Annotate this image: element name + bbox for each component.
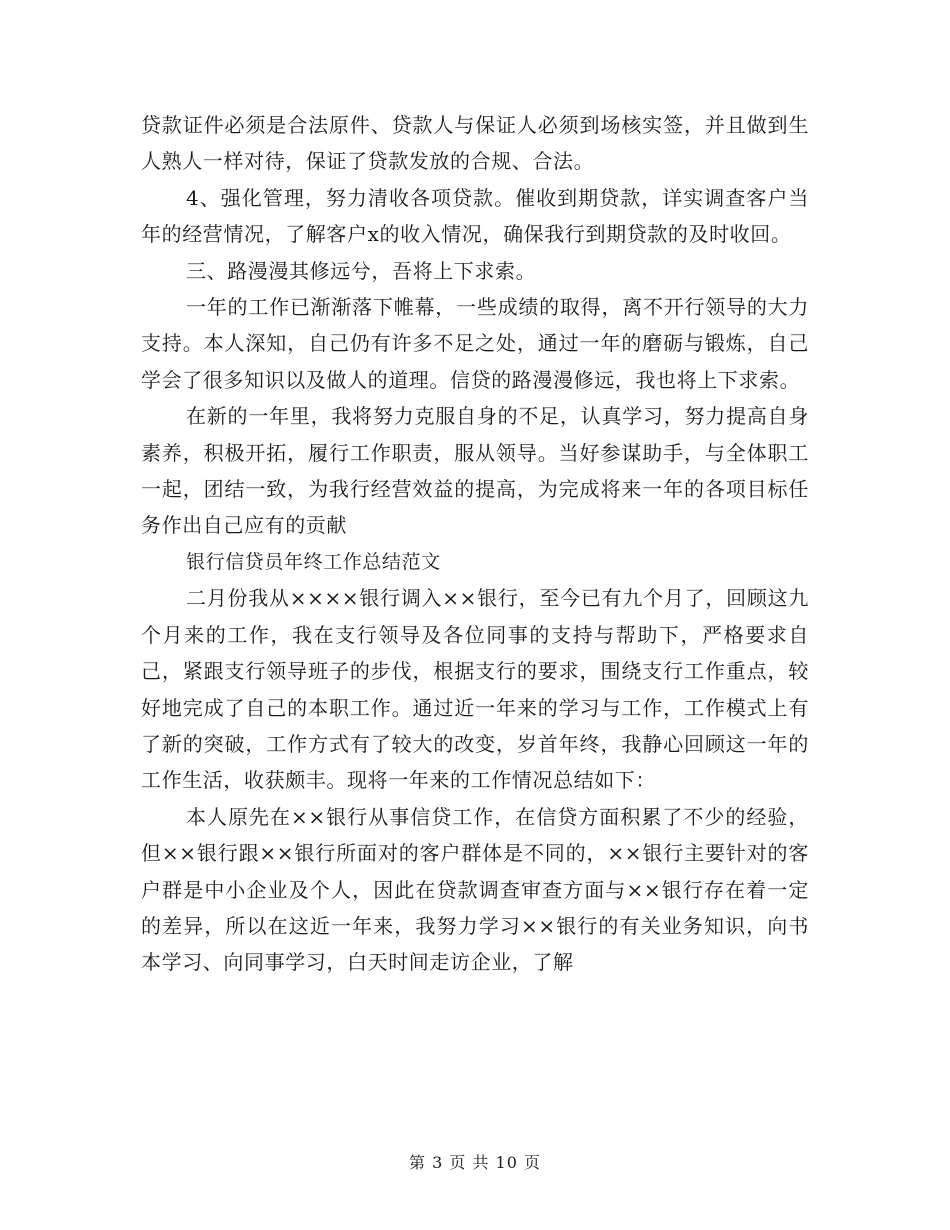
paragraph-item-4: 4、强化管理，努力清收各项贷款。催收到期贷款，详实调查客户当年的经营情况，了解客户x的收入情况，确保我行到期贷款的及时收回。 — [141, 185, 809, 247]
page-number-footer: 第 3 页 共 10 页 — [409, 1153, 541, 1172]
paragraph-background: 本人原先在××银行从事信贷工作，在信贷方面积累了不少的经验，但××银行跟××银行所面对的客户群体是不同的，××银行主要针对的客户群是中小企业及个人，因此在贷款调查审查方面与××银行存在着一定的差异，所以在这近一年来，我努力学习××银行的有关业务知识，向书本学习、向同事学习，白天时间走访企业，了解 — [141, 804, 809, 975]
paragraph-year-summary: 一年的工作已渐渐落下帷幕，一些成绩的取得，离不开行领导的大力支持。本人深知，自己仍有许多不足之处，通过一年的磨砺与锻炼，自己学会了很多知识以及做人的道理。信贷的路漫漫修远，我也将上下求索。 — [141, 295, 809, 392]
section-heading-3: 三、路漫漫其修远兮，吾将上下求索。 — [186, 258, 537, 283]
document-body — [141, 107, 809, 981]
paragraph-continuation: 贷款证件必须是合法原件、贷款人与保证人必须到场核实签，并且做到生人熟人一样对待，保证了贷款发放的合规、合法。 — [141, 113, 809, 174]
paragraph-intro: 二月份我从××××银行调入××银行，至今已有九个月了，回顾这九个月来的工作，我在支行领导及各位同事的支持与帮助下，严格要求自己，紧跟支行领导班子的步伐，根据支行的要求，围绕支行工作重点，较好地完成了自己的本职工作。通过近一年来的学习与工作，工作模式上有了新的突破，工作方式有了较大的改变，岁首年终，我静心回顾这一年的工作生活，收获颇丰。现将一年来的工作情况总结如下： — [141, 586, 809, 793]
paragraph-new-year: 在新的一年里，我将努力克服自身的不足，认真学习，努力提高自身素养，积极开拓，履行工作职责，服从领导。当好参谋助手，与全体职工一起，团结一致，为我行经营效益的提高，为完成将来一年的各项目标任务作出自己应有的贡献 — [141, 404, 809, 538]
document-subtitle: 银行信贷员年终工作总结范文 — [186, 550, 441, 573]
